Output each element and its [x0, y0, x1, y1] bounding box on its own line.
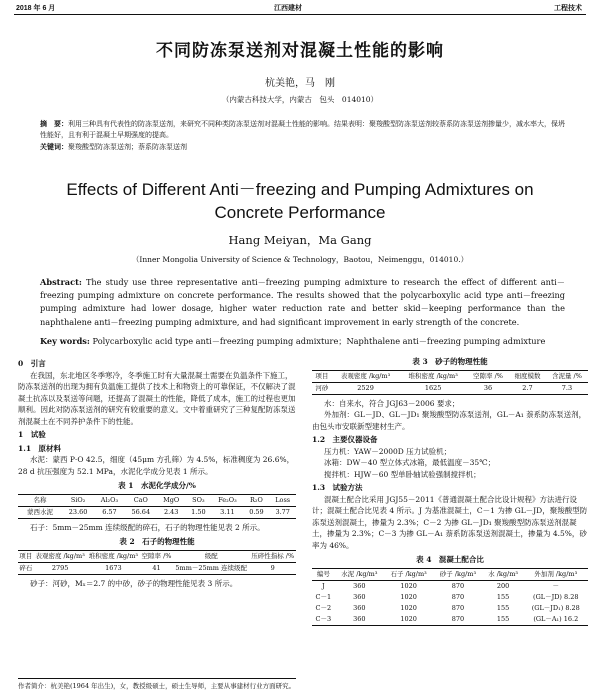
table1-cell: 2.43: [163, 507, 179, 516]
table1-header: 名称: [18, 494, 62, 506]
table1-header: MgO: [157, 494, 185, 506]
table1-header: SO₃: [185, 494, 211, 506]
table1-cell: 3.77: [275, 507, 290, 516]
table2-cell: 5mm－25mm 连续级配: [175, 563, 248, 572]
table3-header: 含泥量 /%: [546, 370, 588, 382]
table2-cell: 41: [152, 563, 161, 572]
table4-cell: 1020: [400, 614, 417, 623]
table2-header: 压碎性指标 /%: [249, 550, 296, 562]
section-0-heading: 0 引言: [18, 359, 46, 368]
table4-cell: 870: [451, 603, 465, 612]
table4-cell: J: [322, 581, 325, 590]
header-journal: 江西建材: [274, 5, 302, 12]
section-1-1-heading: 1.1 原材料: [18, 443, 62, 453]
table4-caption: 表 4 混凝土配合比: [416, 555, 484, 564]
abstract-en-label: Abstract:: [40, 277, 82, 287]
table-row: [312, 580, 588, 592]
section-1-3-heading: 1.3 试验方法: [312, 483, 363, 492]
table4-cell: C－2: [315, 603, 332, 612]
table4-header: 水 /kg/m³: [483, 568, 524, 580]
table1-cell: 蒙西水泥: [26, 507, 53, 516]
table4-cell: C－3: [315, 614, 332, 623]
table-row: [312, 614, 588, 626]
table2-caption: 表 2 石子的物理性能: [119, 537, 195, 546]
table4-cell: 360: [353, 592, 366, 601]
instrument-item: 冰箱：DW－40 型立体式冰箱，最低温度－35℃；: [324, 458, 496, 467]
table2-header: 级配: [173, 550, 249, 562]
abstract-en: [40, 276, 565, 329]
table3-cell: 2.7: [522, 383, 533, 392]
intro-paragraph: 在我国，东北地区冬季寒冷，冬季施工时有大量混凝土需要在负温条件下施工，防冻泵送剂的出现为拥有负温施工提供了技术上和物资上的可靠保证，不仅解决了混凝土抗冻以及泵送等问题，还提高了混凝土的性能，降低了成本，施工的过程也更加顺利。因此对防冻泵送剂的研究有较重要的意义。文中着重研究了三种复配防冻泵送剂混凝土在不同养护条件下的性能。: [18, 370, 296, 426]
table2-cell: 9: [270, 563, 275, 572]
table2-cell: 1673: [105, 563, 122, 572]
table1-cell: 0.59: [249, 507, 264, 516]
table-row: [312, 603, 588, 614]
section-1-heading: 1 试验: [18, 430, 46, 439]
table4-cell: 1020: [400, 592, 417, 601]
table-row: [312, 592, 588, 603]
table4: [312, 568, 588, 626]
table3-cell: 1625: [424, 383, 442, 392]
table1-header: SiO₂: [62, 494, 94, 506]
table4-cell: (GL－JD) 8.28: [533, 592, 579, 601]
table2-header: 空隙率 /%: [140, 550, 173, 562]
footnote: 作者简介：杭美艳(1964 年出生)，女，教授级硕士，硕士生导师，主要从事建材行业方面研究。: [18, 678, 296, 690]
table1: [18, 494, 296, 519]
abstract-cn: [40, 118, 565, 153]
table1-caption: 表 1 水泥化学成分/%: [118, 481, 196, 490]
table3-header: 堆积密度 /kg/m³: [399, 370, 467, 382]
authors-en: Hang Meiyan，Ma Gang: [228, 233, 372, 247]
affiliation-cn: （内蒙古科技大学，内蒙古 包头 014010）: [221, 95, 379, 104]
table4-header: 砂子 /kg/m³: [433, 568, 482, 580]
abstract-cn-text: 利用三种具有代表性的防冻泵送剂，来研究不同种类防冻泵送剂对混凝土性能的影响。结果表明：聚羧酸型防冻泵送剂较萘系防冻泵送剂掺量少，减水率大，保坍性能好，且有利于混凝土早期强度的提高。: [40, 120, 565, 139]
table2-header: 项目: [18, 550, 34, 562]
stone-paragraph: 石子：5mm－25mm 连续级配的碎石，石子的物理性能见表 2 所示。: [30, 522, 265, 532]
instrument-item: 压力机：YAW－2000D 压力试验机；: [324, 446, 452, 456]
table2-cell: 2795: [51, 563, 69, 572]
table3-caption: 表 3 砂子的物理性能: [412, 357, 488, 366]
table3: [312, 370, 588, 395]
table2-header: 表观密度 /kg/m³: [34, 550, 87, 562]
table4-cell: 155: [496, 603, 510, 612]
table3-cell: 7.3: [561, 383, 573, 392]
keywords-cn-text: 聚羧酸型防冻泵送剂；萘系防冻泵送剂: [68, 143, 187, 151]
table4-cell: 1020: [400, 581, 417, 590]
authors-cn: 杭美艳，马 刚: [265, 78, 335, 89]
table1-cell: 23.60: [68, 507, 88, 516]
keywords-en: [40, 336, 580, 347]
table1-cell: 6.57: [102, 507, 117, 516]
affiliation-en: （Inner Mongolia University of Science & Technology，Baotou，Neimenggu，014010.）: [131, 255, 469, 264]
table4-header: 水泥 /kg/m³: [335, 568, 384, 580]
title-en: Effects of Different Anti－freezing and Pumping Admixtures on Concrete Performance: [66, 180, 534, 222]
water-paragraph: 水：自来水，符合 JGJ63－2006 要求；: [324, 398, 460, 408]
admixture-paragraph: 外加剂：GL－JD、GL－JD₁ 聚羧酸型防冻泵送剂，GL－A₁ 萘系防冻泵送剂，由包头市安联新型建材生产。: [312, 410, 587, 431]
left-column: [18, 356, 296, 589]
table4-cell: 870: [451, 614, 465, 623]
table1-header: R₂O: [244, 494, 270, 506]
table4-cell: 1020: [400, 603, 417, 612]
table4-cell: 360: [353, 603, 366, 612]
table4-cell: 155: [496, 592, 510, 601]
table4-cell: －: [552, 581, 560, 590]
header-date: 2018 年 6 月: [16, 5, 56, 12]
sand-paragraph: 砂子：河砂，Mₓ＝2.7 的中砂，砂子的物理性能见表 3 所示。: [30, 578, 238, 588]
table4-header: 外加剂 /kg/m³: [524, 568, 588, 580]
table3-cell: 36: [483, 383, 493, 392]
table1-cell: 3.11: [220, 507, 235, 516]
table4-header: 编号: [312, 568, 335, 580]
table1-header: Loss: [269, 494, 296, 506]
running-header: [14, 3, 586, 15]
table1-header: Fe₂O₃: [211, 494, 243, 506]
method-paragraph: 混凝土配合比采用 JGJ55－2011《普通混凝土配合比设计规程》方法进行设计；混凝土配合比见表 4 所示。J 为基准混凝土，C－1 为掺 GL－JD，聚羧酸型防冻泵送剂混凝土，掺量为 2.3%；C－2 为掺 GL－JD₁ 聚羧酸型防冻泵送剂混凝土，掺量为 2.3%；C－3 为掺 GL－A₁ 萘系防冻泵送剂混凝土，掺量为 4.5%，砂率为 46%。: [312, 494, 588, 550]
table4-cell: 870: [451, 581, 465, 590]
keywords-en-label: Key words:: [40, 336, 90, 346]
table3-cell: 2529: [357, 383, 374, 392]
table4-cell: 200: [496, 581, 510, 590]
header-section: 工程技术: [554, 5, 582, 12]
table4-cell: (GL－JD₁) 8.28: [531, 603, 580, 612]
cement-paragraph: 水泥：蒙西 P·O 42.5，细度（45μm 方孔筛）为 4.5%，标准稠度为 26.6%，28 d 抗压强度为 52.1 MPa，水泥化学成分见表 1 所示。: [18, 455, 295, 476]
table3-header: 空隙率 /%: [467, 370, 509, 382]
table3-cell: 河砂: [315, 383, 329, 392]
table4-cell: 870: [451, 592, 465, 601]
table1-header: CaO: [125, 494, 157, 506]
table3-header: 表观密度 /kg/m³: [332, 370, 400, 382]
abstract-cn-label: 摘 要：: [40, 119, 68, 128]
section-1-2-heading: 1.2 主要仪器设备: [312, 435, 378, 444]
table1-cell: 56.64: [131, 507, 151, 516]
table2: [18, 550, 296, 575]
table2-cell: 碎石: [19, 563, 33, 572]
instrument-item: 搅拌机：HJW－60 型单卧轴试验强制搅拌机；: [324, 469, 481, 479]
title-cn: 不同防冻泵送剂对混凝土性能的影响: [156, 41, 444, 61]
abstract-en-text: The study use three representative anti－freezing pumping admixture to research the effect of different anti－freezing pumping admixture on concrete performance. The results showed that the polycarboxylic acid type anti－freezing pumping admixture had lower dosage, higher water reduction rate and better skid－keeping performance than the naphthalene anti－freezing pumping admixture, and had significant improvement in early strength of the concrete.: [40, 277, 565, 327]
table4-cell: C－1: [315, 592, 332, 601]
table1-cell: 1.50: [191, 507, 206, 516]
table4-header: 石子 /kg/m³: [384, 568, 433, 580]
table4-cell: 155: [496, 614, 510, 623]
table1-header: Al₂O₃: [94, 494, 124, 506]
keywords-cn-label: 关键词：: [40, 142, 68, 151]
right-column: [312, 356, 588, 626]
table2-header: 堆积密度 /kg/m³: [87, 550, 140, 562]
table4-cell: 360: [353, 581, 366, 590]
table4-cell: 360: [353, 614, 366, 623]
table4-cell: (GL－A₁) 16.2: [533, 614, 579, 623]
table3-header: 细度模数: [509, 370, 546, 382]
table3-header: 项目: [312, 370, 332, 382]
keywords-en-text: Polycarboxylic acid type anti－freezing pumping admixture；Naphthalene anti－freezing pumping admixture: [92, 336, 546, 346]
